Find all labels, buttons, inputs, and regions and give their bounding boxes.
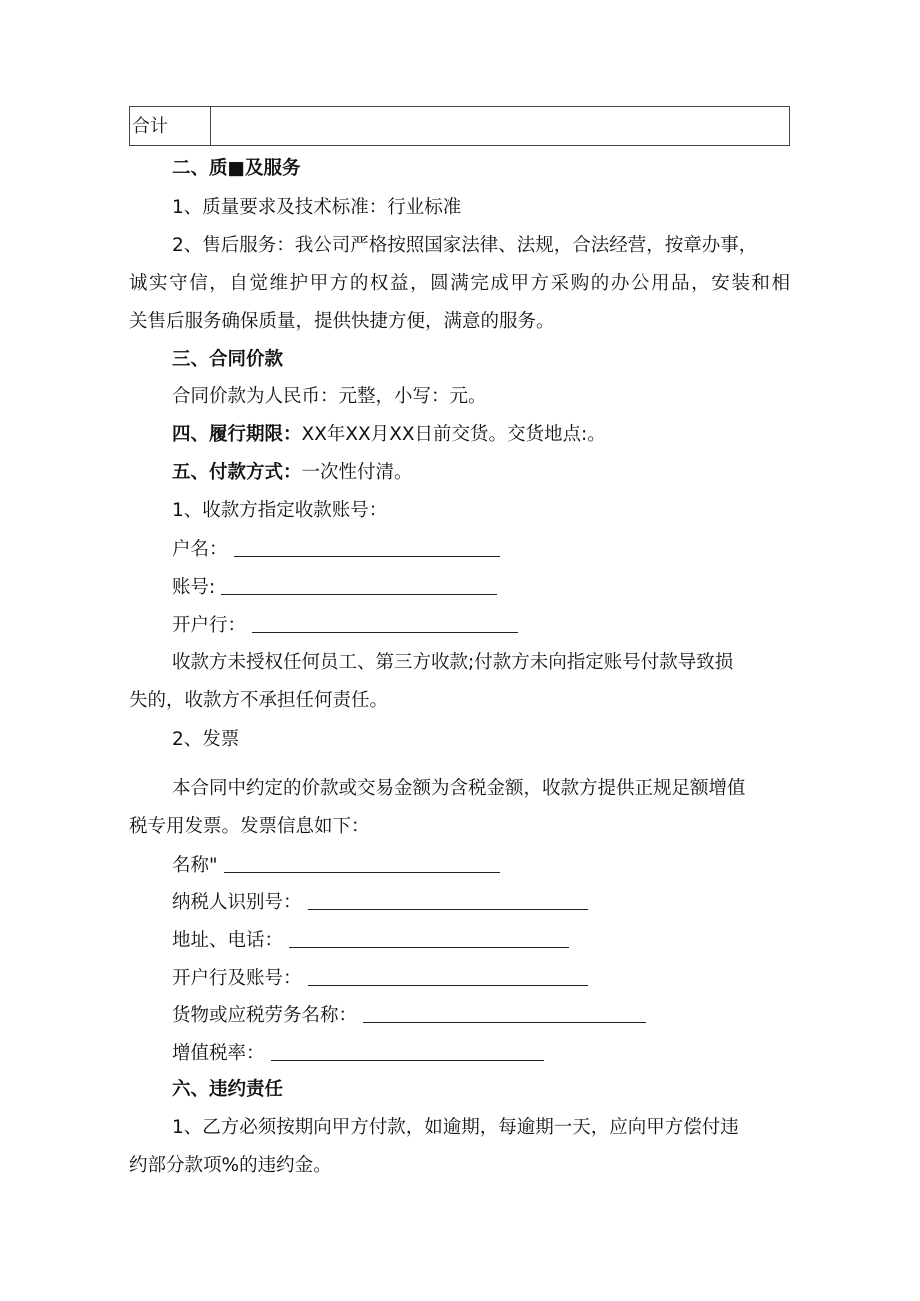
delivery-term-heading: 四、履行期限： [172,424,302,445]
bank-blank[interactable] [252,612,518,633]
tax-rate-blank[interactable] [271,1040,544,1061]
receiving-account-item: 1、收款方指定收款账号： [172,500,388,521]
tax-id-blank[interactable] [308,889,588,910]
goods-name-row [172,1002,646,1029]
section-quality-heading: 二、质■及服务 [172,158,301,179]
payment-method-text: 一次性付清。 [301,462,413,483]
bank-row [172,612,518,639]
account-name-row [172,536,500,563]
delivery-term-text: XX年XX月XX日前交货。交货地点:。 [301,424,606,445]
bank-account-row [172,965,588,992]
goods-name-blank[interactable] [363,1002,646,1023]
account-number-row [172,574,497,601]
bank-account-label: 开户行及账号： [172,968,302,989]
account-number-label: 账号: [172,577,216,598]
section-liability-heading: 六、违约责任 [172,1079,284,1100]
payment-notice-line-2: 失的，收款方不承担任何责任。 [129,690,389,711]
bank-label: 开户行： [172,615,247,636]
quality-standard-item: 1、质量要求及技术标准：行业标准 [172,197,462,218]
invoice-text-line-1: 本合同中约定的价款或交易金额为含税金额，收款方提供正规足额增值 [172,778,746,799]
tax-id-label: 纳税人识别号： [172,892,302,913]
tax-rate-label: 增值税率： [172,1043,265,1064]
payment-method-line [172,460,413,486]
liability-line-1: 1、乙方必须按期向甲方付款，如逾期，每逾期一天，应向甲方偿付违 [172,1117,739,1138]
payment-method-heading: 五、付款方式： [172,462,302,483]
liability-line-2: 约部分款项%的违约金。 [129,1155,332,1176]
after-sales-line-2: 诚实守信，自觉维护甲方的权益，圆满完成甲方采购的办公用品，安装和相 [129,273,790,294]
address-phone-row [172,927,569,954]
invoice-item: 2、发票 [172,729,240,750]
delivery-term-line [172,422,606,448]
invoice-name-blank[interactable] [224,852,500,873]
total-value-cell [211,107,789,145]
bank-account-blank[interactable] [308,965,588,986]
tax-id-row [172,889,588,916]
invoice-name-label: 名称" [172,855,218,876]
payment-notice-line-1: 收款方未授权任何员工、第三方收款;付款方未向指定账号付款导致损 [172,652,734,673]
account-name-label: 户名： [172,539,228,560]
tax-rate-row [172,1040,544,1067]
section-price-heading: 三、合同价款 [172,349,284,370]
after-sales-line-3: 关售后服务确保质量，提供快捷方便，满意的服务。 [129,311,555,332]
invoice-name-row [172,852,500,879]
account-name-blank[interactable] [234,536,500,557]
contract-price-text: 合同价款为人民币：元整，小写：元。 [172,386,487,407]
goods-name-label: 货物或应税劳务名称： [172,1005,358,1026]
address-phone-label: 地址、电话： [172,930,284,951]
after-sales-line-1: 2、售后服务：我公司严格按照国家法律、法规，合法经营，按章办事， [172,235,758,256]
total-table [129,106,790,146]
address-phone-blank[interactable] [289,927,569,948]
invoice-text-line-2: 税专用发票。发票信息如下： [129,816,370,837]
total-label: 合计 [130,107,211,145]
account-number-blank[interactable] [221,574,497,595]
